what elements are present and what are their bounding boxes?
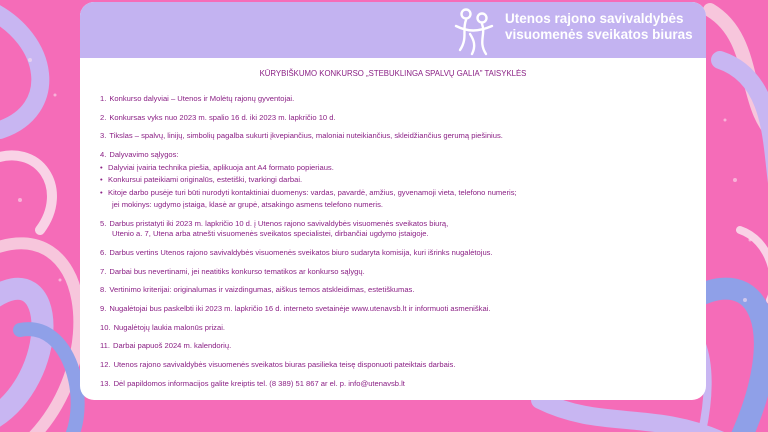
document-title: KŪRYBIŠKUMO KONKURSO „STEBUKLINGA SPALVŲ GALIA" TAISYKLĖS [259,69,527,78]
rule-text: Nugalėtojai bus paskelbti iki 2023 m. lapkričio 16 d. interneto svetainėje www.utenavsb.lt ir informuoti asmeniškai. [109,304,491,313]
rule-text: Tikslas – spalvų, linijų, simbolių pagalba sukurti įkvepiančius, maloniai nuteikiančius, skleidžiančius gerumą piešinius. [109,131,503,141]
rule-number: 12. [100,359,111,369]
rule-item [100,360,700,371]
rule-number: 9. [100,304,107,313]
rule-item [100,131,700,142]
rule-number: 7. [100,266,107,276]
rule-number: 13. [100,378,111,388]
rule-text: Konkurso dalyviai – Utenos ir Molėtų rajonų gyventojai. [109,94,295,103]
rule-number: 3. [100,131,107,141]
rule-text: Darbai bus nevertinami, jei neatitiks konkurso tematikos ar konkurso sąlygų. [109,266,365,276]
org-name-line-2: visuomenės sveikatos biuras [505,27,693,42]
rule-item [100,323,700,334]
rule-text: Darbus vertins Utenos rajono savivaldybės visuomenės sveikatos biuro sudaryta komisija, kuri išrinks nugalėtojus. [109,247,493,257]
rule-number: 5. [100,218,107,228]
rules-card [80,2,706,400]
people-holding-hands-logo-icon [448,4,500,58]
rule-text: Darbai papuoš 2024 m. kalendorių. [113,341,232,351]
card-header [80,2,706,58]
rule-item [100,219,700,240]
rule-text: Darbus pristatyti iki 2023 m. lapkričio 10 d. į Utenos rajono savivaldybės visuomenės sveikatos biurą, [109,218,449,228]
rule-text: Utenos rajono savivaldybės visuomenės sveikatos biuras pasilieka teisę disponuoti pateiktais darbais. [113,359,456,369]
rules-list [100,94,700,397]
participation-conditions-list [100,163,700,199]
rule-item [100,267,700,278]
condition-item: • Dalyviai įvairia technika piešia, aplikuoja ant A4 formato popieriaus. [100,163,700,174]
rule-number: 6. [100,247,107,257]
rule-item [100,379,700,390]
rule-continuation: Utenio a. 7, Utena arba atnešti visuomenės sveikatos specialistei, dirbančiai ugdymo įstaigoje. [112,229,429,239]
rule-item [100,304,700,315]
rule-number: 2. [100,112,107,122]
condition-continuation: jei mokinys: ugdymo įstaiga, klasė ar grupė, atsakingo asmens telefono numeris. [112,200,383,210]
rule-number: 11. [100,341,110,351]
rule-item [100,285,700,296]
rule-item [100,113,700,124]
rule-item [100,341,700,352]
rule-number: 1. [100,94,107,103]
condition-item: • Konkursui pateikiami originalūs, estetiški, tvarkingi darbai. [100,175,700,186]
rule-item [100,248,700,259]
condition-item: • Kitoje darbo pusėje turi būti nurodyti kontaktiniai duomenys: vardas, pavardė, amžius, gyvenamoji vieta, telefono numeris; [100,188,700,199]
rule-number: 8. [100,285,107,295]
org-name-line-1: Utenos rajono savivaldybės [505,11,684,26]
rule-text: Konkursas vyks nuo 2023 m. spalio 16 d. iki 2023 m. lapkričio 10 d. [109,112,336,122]
rule-number: 10. [100,322,111,332]
rule-text: Vertinimo kriterijai: originalumas ir vaizdingumas, aiškus temos atskleidimas, estetiškumas. [109,285,415,295]
organization-name [505,11,705,43]
rule-item [100,150,700,211]
rule-number: 4. [100,150,107,160]
rule-item [100,94,700,105]
rule-text: Nugalėtojų laukia malonūs prizai. [113,322,225,332]
rule-text: Dalyvavimo sąlygos: [109,150,179,160]
rule-text: Dėl papildomos informacijos galite kreiptis tel. (8 389) 51 867 ar el. p. info@utenavsb.lt [113,378,405,388]
